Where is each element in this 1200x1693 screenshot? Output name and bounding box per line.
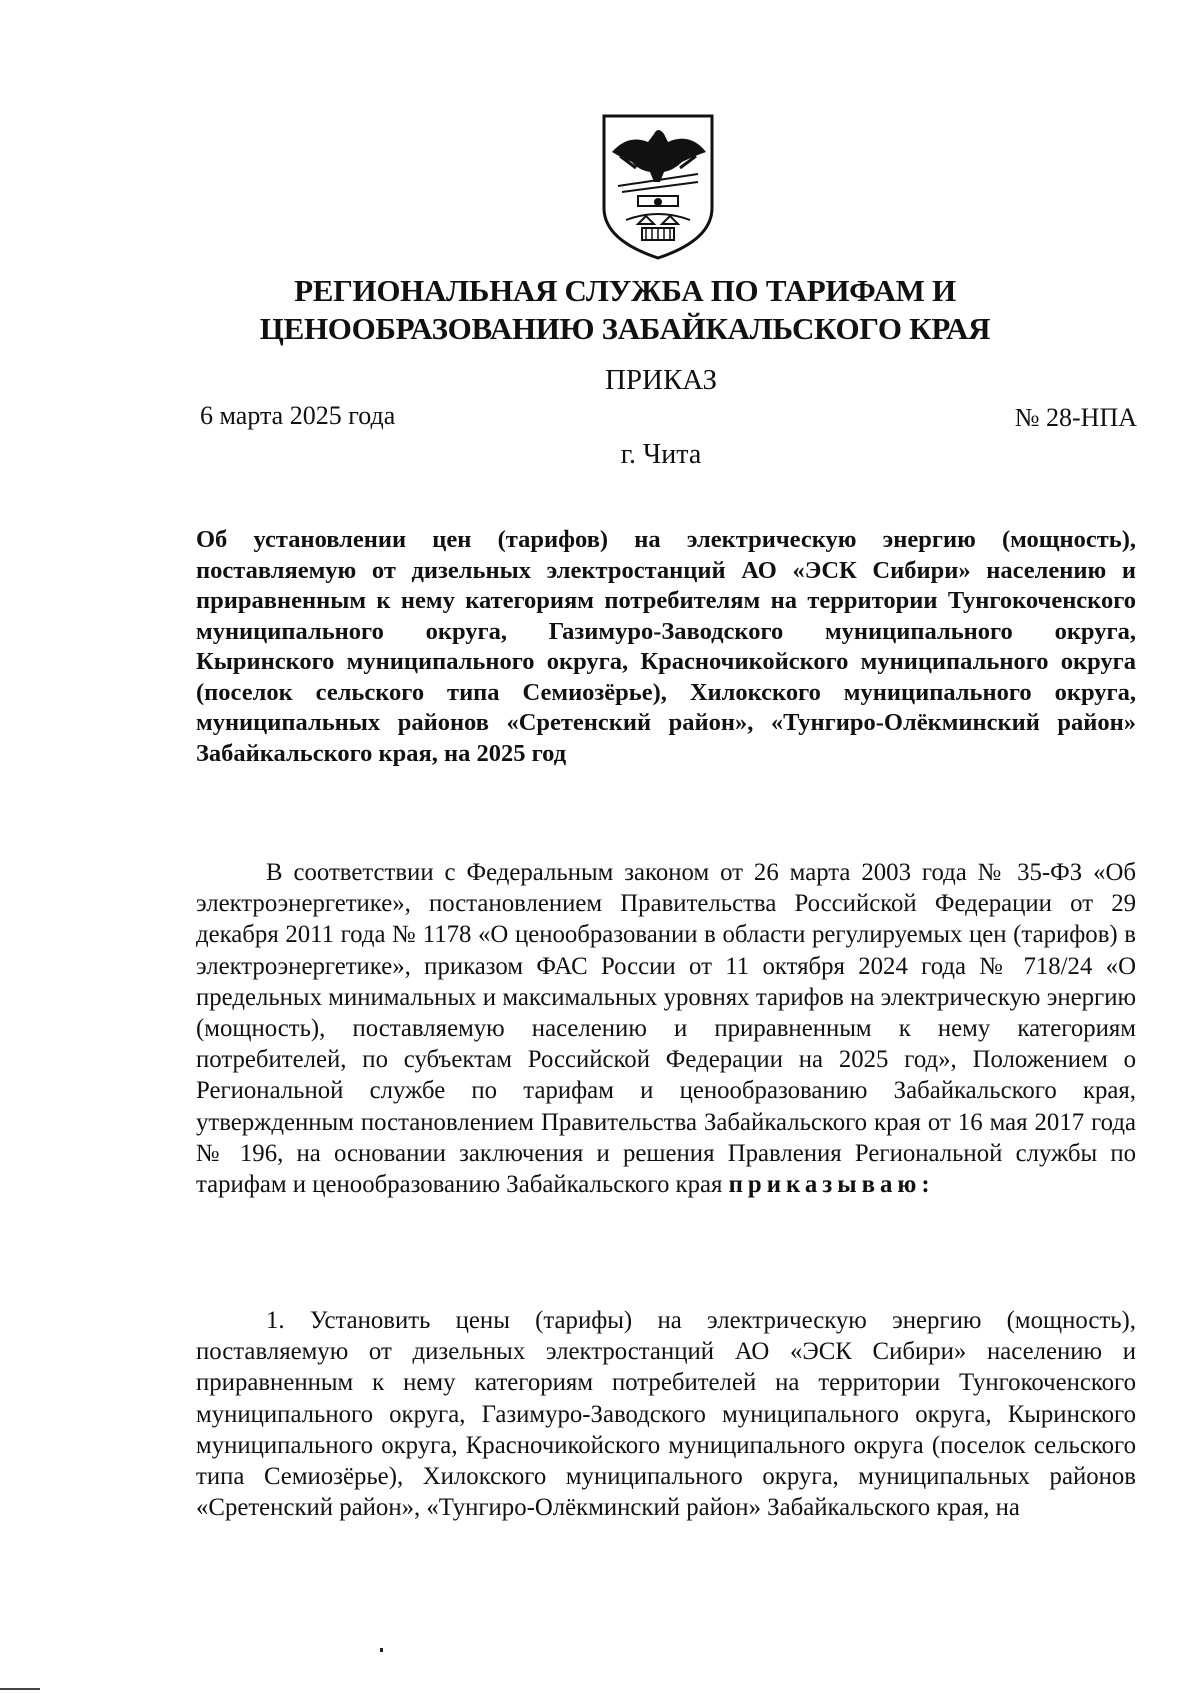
preamble-text: В соответствии с Федеральным законом от 26 марта 2003 года № 35-ФЗ «Об электроэнергетике», постановлением Правительства Российской Федерации от 29 декабря 2011 года № 1178 «О ценообразовании в области регулируемых цен (тарифов) в электроэнергетике», приказом ФАС России от 11 октября 2024 года № 718/24 «О предельных минимальных и максимальных уровнях тарифов на электрическую энергию (мощность), поставляемую населению и приравненным к нему категориям потребителей, по субъектам Российской Федерации на 2025 год», Положением о Региональной службе по тарифам и ценообразованию Забайкальского края, утвержденным постановлением Правительства Забайкальского края от 16 мая 2017 года № 196, на основании заключения и решения Правления Региональной службы по тарифам и ценообразованию Забайкальского края [196, 859, 1136, 1199]
organization-title [190, 272, 1060, 348]
clause-1-paragraph: 1. Установить цены (тарифы) на электрическую энергию (мощность), поставляемую от дизельных электростанций АО «ЭСК Сибири» населению и приравненным к нему категориям потребителей на территории Тунгокоченского муниципального округа, Газимуро-Заводского муниципального округа, Кыринского муниципального округа, Красночикойского муниципального округа (поселок сельского типа Семиозёрье), Хилокского муниципального округа, муниципальных районов «Сретенский район», «Тунгиро-Олёкминский район» Забайкальского края, на [196, 1307, 1136, 1522]
coat-of-arms-icon [598, 112, 718, 262]
document-subject: Об установлении цен (тарифов) на электрическую энергию (мощность), поставляемую от дизельных электростанций АО «ЭСК Сибири» населению и приравненным к нему категориям потребителям на территории Тунгокоченского муниципального округа, Газимуро-Заводского муниципального округа, Кыринского муниципального округа, Красночикойского муниципального округа (поселок сельского типа Семиозёрье), Хилокского муниципального округа, муниципальных районов «Сретенский район», «Тунгиро-Олёкминский район» Забайкальского края, на 2025 год [196, 526, 1136, 767]
document-number: № 28-НПА [1014, 403, 1137, 432]
organization-title-line-1: РЕГИОНАЛЬНАЯ СЛУЖБА ПО ТАРИФАМ И [294, 273, 956, 308]
decree-word: приказываю: [728, 1171, 935, 1199]
preamble-paragraph [196, 857, 1136, 1200]
organization-title-line-2: ЦЕНООБРАЗОВАНИЮ ЗАБАЙКАЛЬСКОГО КРАЯ [259, 311, 991, 346]
scan-artifact-line [0, 1688, 40, 1690]
document-date: 6 марта 2025 года [200, 401, 396, 430]
document-type: ПРИКАЗ [604, 364, 718, 396]
scan-artifact-dot [380, 1648, 383, 1652]
document-city: г. Чита [620, 439, 702, 470]
